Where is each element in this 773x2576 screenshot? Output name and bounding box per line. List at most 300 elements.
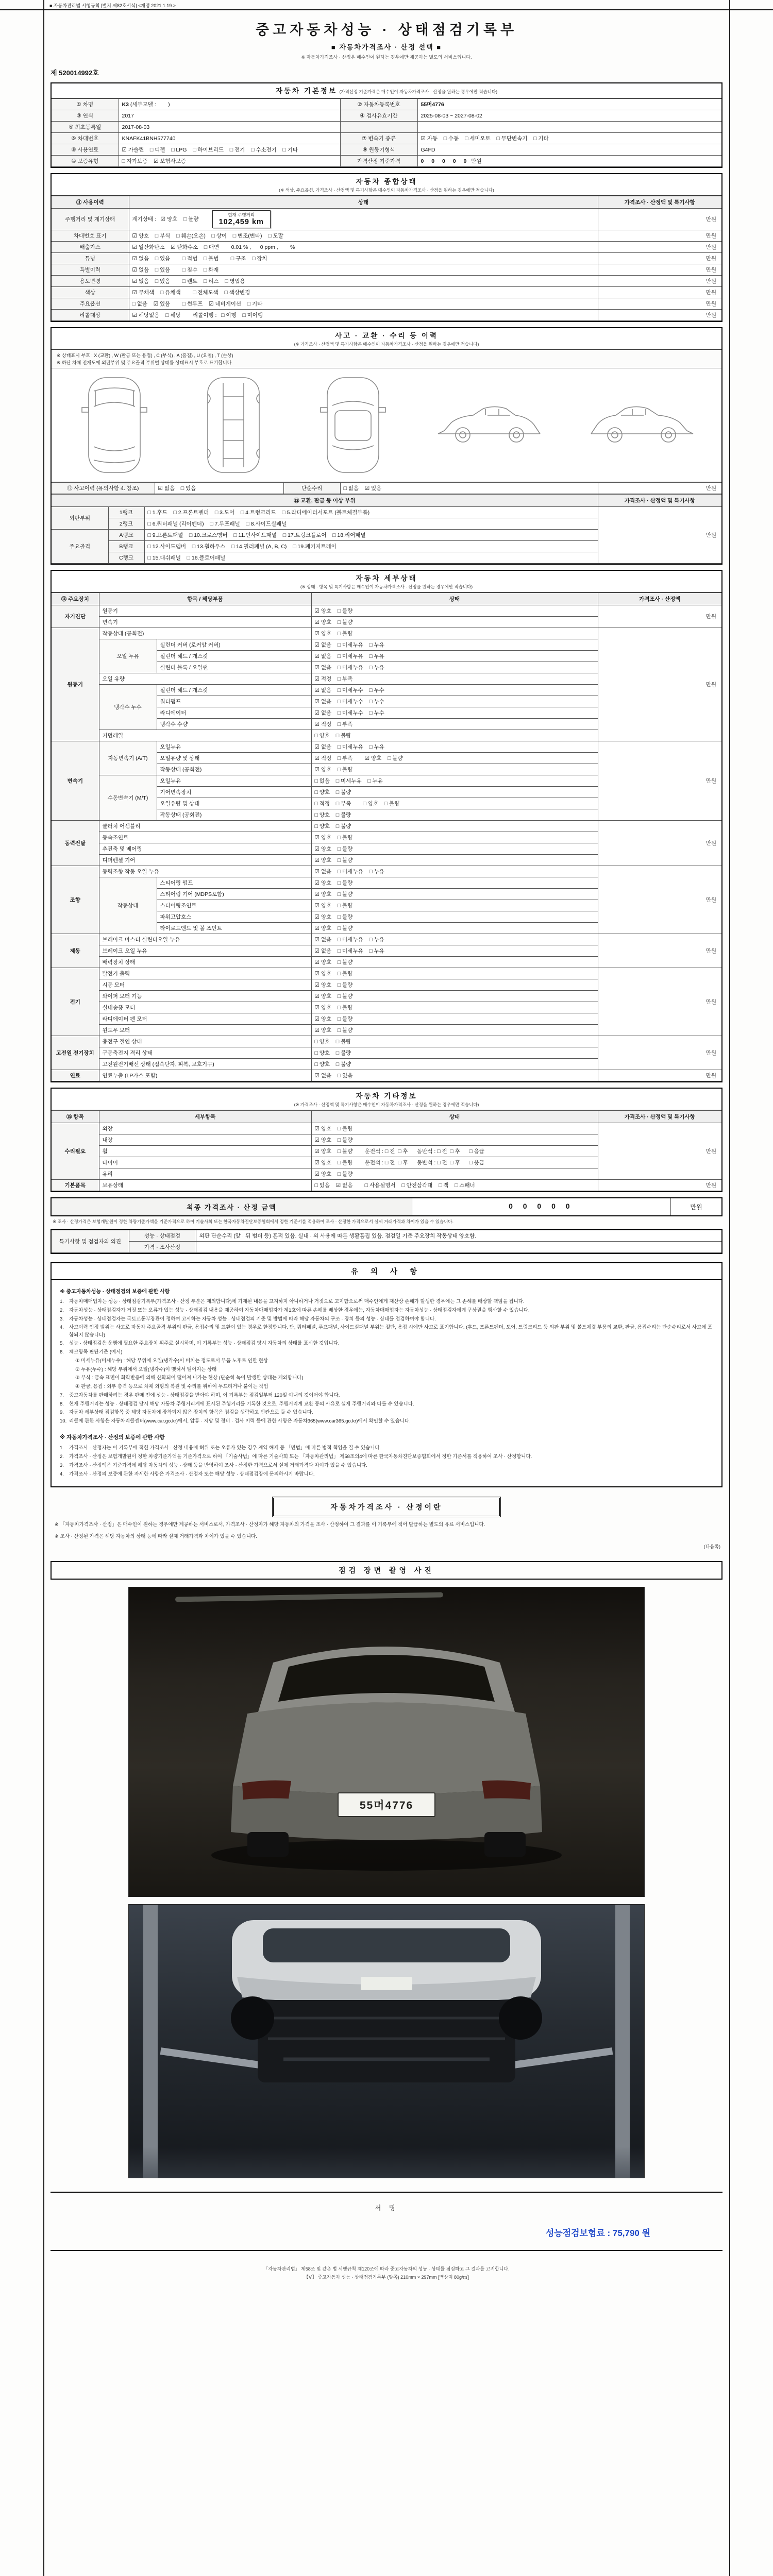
state-checkboxes[interactable]: □ 양호 □ 불량 (311, 1036, 598, 1047)
state-checkboxes[interactable]: ☑ 양호 □ 불량 (311, 979, 598, 991)
reg-no-value: 55머4776 (417, 99, 721, 110)
state-checkboxes[interactable]: ☑ 양호 □ 불량 운전석 : □ 전 □ 후 동반석 : □ 전 □ 후 □ 응급 (311, 1157, 598, 1168)
first-reg-label: ⑤ 최초등록일 (52, 122, 119, 133)
base-price-digits: 0 0 0 0 0 (421, 158, 470, 164)
car-underbody-diagram (195, 374, 272, 477)
state-checkboxes[interactable] (129, 242, 598, 253)
simple-repair-label: 단순수리 (283, 483, 340, 494)
car-side-right-view-diagram (434, 401, 545, 450)
notice-item (60, 1409, 713, 1416)
notice-item (60, 1366, 713, 1374)
state-checkboxes[interactable]: ☑ 양호 □ 불량 (311, 968, 598, 979)
device-label: 고전원 전기장치 (52, 1036, 99, 1070)
row-label: 리콜대상 (52, 310, 129, 321)
odometer-label: 현재 주행거리 (228, 212, 255, 217)
section-notice (51, 1262, 722, 1487)
item-label: 기어변속장치 (157, 787, 311, 798)
fuel-label: ⑧ 사용연료 (52, 144, 119, 156)
notice-item-number: 2. (60, 1454, 64, 1460)
item-label: 파워고압호스 (157, 911, 311, 923)
row-label: 차대번호 표기 (52, 230, 129, 242)
notice-item (60, 1471, 713, 1478)
state-checkboxes[interactable] (129, 287, 598, 298)
state-checkboxes[interactable]: ☑ 적정 □ 부족 (311, 719, 598, 730)
rank-label: C랭크 (108, 552, 144, 564)
warranty-type-label: ⑩ 보증유형 (52, 156, 119, 167)
etc-table (52, 1110, 721, 1191)
notice-item-number: 5. (60, 1341, 64, 1347)
state-checkboxes[interactable]: ☑ 양호 □ 불량 (311, 628, 598, 639)
odometer-value: 102,459 km (219, 218, 264, 226)
state-checkboxes[interactable] (129, 253, 598, 264)
etc-note: (※ 가격조사 · 산정액 및 특기사항은 매수인이 자동차가격조사 · 산정을 원하는 경우에만 적습니다) (294, 1102, 479, 1107)
state-text: ☑ 무채색 □ 유채색 □ 전체도색 □ 색상변경 (132, 290, 250, 296)
etc-col-item: 세부항목 (99, 1111, 311, 1123)
price-cell[interactable]: 만원 (598, 866, 721, 934)
history-title: 사고 · 교환 · 수리 등 이력 (335, 332, 438, 340)
state-checkboxes[interactable] (129, 209, 598, 230)
price-cell[interactable]: 만원 (598, 605, 721, 628)
state-checkboxes[interactable]: ☑ 없음 □ 미세누유 □ 누유 (311, 639, 598, 651)
overall-row (52, 310, 721, 321)
notice-item-number: 7. (60, 1392, 64, 1398)
notice-item-text: 자동차성능 · 상태점검자는 국토교통부장관이 정하여 고시하는 자동차 성능 · 상태점검의 기준 및 방법에 따라 해당 자동차의 구조 · 장치 등의 성능 · 상태를 점검하여야 합니다. (69, 1316, 436, 1322)
final-price-note: ※ 조사 · 산정가격은 보험개발원이 정한 차량기준가액을 기준가격으로 하여 기술사회 또는 한국자동차진단보증협회에서 정한 기준서를 적용하여 조사 · 산정한 가격으로서 실제 거래가격과 차이가 있을 수 있습니다. (53, 1219, 453, 1224)
overall-col-state: 상태 (129, 196, 598, 209)
panel-item-checkboxes[interactable]: □ 6.쿼터패널 (리어펜더) □ 7.루프패널 □ 8.사이드실패널 (144, 518, 598, 530)
item-label: 커먼레일 (99, 730, 311, 741)
notice-item (60, 1392, 713, 1399)
overall-row (52, 230, 721, 242)
panel-item-checkboxes[interactable]: □ 15.대쉬패널 □ 16.플로어패널 (144, 552, 598, 564)
base-price-value[interactable] (417, 156, 721, 167)
assurance-title: ※ 자동차가격조사 · 산정의 보증에 관한 사항 (60, 1434, 165, 1441)
state-checkboxes[interactable]: ☑ 양호 □ 불량 (311, 957, 598, 968)
opinion-table (52, 1230, 721, 1253)
notice-item-number: 2. (60, 1307, 64, 1313)
item-label: 원동기 (99, 605, 311, 617)
item-label: 타이로드엔드 및 볼 조인트 (157, 923, 311, 934)
exchange-title: ⑬ 교환, 판금 등 이상 부위 (52, 495, 598, 507)
item-label: 작동상태 (공회전) (157, 809, 311, 821)
notice-items (60, 1298, 713, 1425)
state-checkboxes[interactable] (129, 310, 598, 321)
item-label: 연료누출 (LP가스 포함) (99, 1070, 311, 1081)
exchange-row (52, 507, 721, 518)
notice-subtitle: ※ 중고자동차성능 · 상태점검의 보증에 관한 사항 (60, 1289, 170, 1295)
overall-row (52, 276, 721, 287)
notice-item-number: 8. (60, 1401, 64, 1407)
opinion-label: 특기사항 및 점검자의 의견 (52, 1230, 129, 1253)
state-text: 계기상태 : ☑ 양호 □ 불량 (132, 216, 199, 223)
notice-item (60, 1453, 713, 1461)
notice-item-text: 가격조사 · 산정의 보증에 관한 자세한 사항은 가격조사 · 산정자 또는 해당 성능 · 상태점검장에 문의하시기 바랍니다. (69, 1471, 315, 1477)
detail-band (52, 571, 721, 592)
item-label: 라디에이터 (157, 707, 311, 719)
condition-row (52, 1036, 721, 1047)
item-label: 실내송풍 모터 (99, 1002, 311, 1013)
notice-item-number: 10. (60, 1418, 67, 1424)
page-title: 중고자동차성능 · 상태점검기록부 (255, 22, 518, 38)
item-label: 실린더 헤드 / 개스킷 (157, 685, 311, 696)
lift-post-right (615, 1905, 630, 2178)
state-checkboxes[interactable]: ☑ 양호 □ 불량 (311, 1002, 598, 1013)
price-cell[interactable]: 만원 (598, 1180, 721, 1191)
basic-info-title: 자동차 기본정보 (275, 87, 338, 95)
car-side-left-view-diagram (586, 401, 697, 450)
notice-item-text: 자동차 세부상태 점검항목 중 해당 자동차에 장착되지 않은 장치의 항목은 점검을 생략하고 빈칸으로 둘 수 있습니다. (69, 1410, 313, 1416)
signature-area[interactable] (51, 2192, 722, 2251)
notice-title: 유 의 사 항 (52, 1263, 721, 1280)
panel-item-checkboxes[interactable]: □ 1.후드 □ 2.프론트펜더 □ 3.도어 □ 4.트렁크리드 □ 5.라디에이터서포트 (볼트체결부품) (144, 507, 598, 518)
notice-item-number: 6. (60, 1349, 64, 1355)
notice-item-number: 4. (60, 1325, 64, 1331)
item-label: 작동상태 (공회전) (157, 764, 311, 775)
price-cell[interactable]: 만원 (598, 287, 721, 298)
history-note: (※ 가격조사 · 산정액 및 특기사항은 매수인이 자동차가격조사 · 산정을 원하는 경우에만 적습니다) (294, 342, 479, 347)
price-cell[interactable]: 만원 (598, 934, 721, 968)
item-label: 스티어링 기어 (MDPS포함) (157, 889, 311, 900)
item-label: 라디에이터 팬 모터 (99, 1013, 311, 1025)
item-label: 오일유량 및 상태 (157, 798, 311, 809)
title-block (51, 19, 722, 60)
transmission-label: ⑦ 변속기 종류 (340, 133, 417, 144)
footer-line-1: 「자동차관리법」 제58조 및 같은 법 시행규칙 제120조에 따라 중고자동차의 성능 · 상태를 점검하고 그 결과를 고지합니다. (263, 2266, 510, 2272)
item-label: 추진축 및 베어링 (99, 843, 311, 855)
notice-item-number: 1. (60, 1299, 64, 1304)
scan-edge-left (43, 0, 44, 2576)
notice-item-text: 리콜에 관한 사항은 자동차리콜센터(www.car.go.kr)에서, 압류 · 저당 및 정비 · 검사 이력 등에 관한 사항은 자동차365(www.car365.go.kr)에서 확인할 수 있습니다. (69, 1418, 411, 1424)
state-checkboxes[interactable]: ☑ 양호 □ 불량 (311, 911, 598, 923)
notice-item (60, 1358, 713, 1365)
notice-item-number: 3. (60, 1462, 64, 1468)
state-checkboxes[interactable]: ☑ 없음 □ 미세누수 □ 누수 (311, 707, 598, 719)
condition-row (52, 741, 721, 753)
condition-row (52, 821, 721, 832)
overall-row (52, 242, 721, 253)
state-checkboxes[interactable]: ☑ 양호 □ 불량 (311, 832, 598, 843)
state-checkboxes[interactable]: ☑ 양호 □ 불량 (311, 1025, 598, 1036)
item-label: 외장 (99, 1123, 311, 1134)
car-submodel: (세부모델 : ) (130, 101, 170, 108)
state-checkboxes[interactable]: ☑ 양호 □ 불량 (311, 617, 598, 628)
condition-row (52, 934, 721, 945)
condition-row (52, 1180, 721, 1191)
etc-col-price: 가격조사 · 산정액 및 특기사항 (598, 1111, 721, 1123)
item-label: 와이퍼 모터 기능 (99, 991, 311, 1002)
overall-note: (※ 색상, 주요옵션, 가격조사 · 산정액 및 특기사항은 매수인이 자동차가격조사 · 산정을 원하는 경우에만 적습니다) (279, 188, 494, 193)
item-label: 워터펌프 (157, 696, 311, 707)
notice-item (60, 1401, 713, 1408)
overall-row (52, 209, 721, 230)
notice-item-text: ① 미세누유(미세누수) : 해당 부위에 오일(냉각수)이 비치는 정도로서 부품 노후로 인한 현상 (75, 1358, 268, 1364)
item-label: 발전기 출력 (99, 968, 311, 979)
item-label: 보유상태 (99, 1180, 311, 1191)
final-price-value[interactable]: 0 0 0 0 0 (509, 1202, 574, 1210)
state-checkboxes[interactable]: ☑ 없음 □ 미세누유 □ 누유 (311, 741, 598, 753)
section-etc-info (51, 1088, 722, 1192)
sub-group-label: 자동변속기 (A/T) (99, 741, 157, 775)
car-top-front-view-diagram (76, 374, 153, 477)
state-checkboxes[interactable]: ☑ 양호 □ 불량 (311, 1168, 598, 1180)
state-checkboxes[interactable]: ☑ 양호 □ 불량 (311, 843, 598, 855)
state-checkboxes[interactable]: ☑ 양호 □ 불량 (311, 991, 598, 1002)
panel-item-checkboxes[interactable]: □ 9.프론트패널 □ 10.크로스멤버 □ 11.인사이드패널 □ 17.트렁크플로어 □ 18.리어패널 (144, 530, 598, 541)
state-checkboxes[interactable]: □ 없음 □ 미세누유 □ 누유 (311, 775, 598, 787)
state-checkboxes[interactable]: □ 있음 ☑ 없음 □ 사용설명서 □ 안전삼각대 □ 잭 □ 스패너 (311, 1180, 598, 1191)
item-label: 윈도우 모터 (99, 1025, 311, 1036)
state-checkboxes[interactable]: ☑ 양호 □ 불량 (311, 889, 598, 900)
device-label: 연료 (52, 1070, 99, 1081)
device-label: 전기 (52, 968, 99, 1036)
overall-row (52, 298, 721, 310)
vin-label: ⑥ 차대번호 (52, 133, 119, 144)
engine-type-value: G4FD (417, 144, 721, 156)
device-label: 변속기 (52, 741, 99, 821)
notice-item (60, 1383, 713, 1391)
state-checkboxes[interactable]: □ 양호 □ 불량 (311, 821, 598, 832)
state-checkboxes[interactable]: ☑ 양호 □ 불량 (311, 764, 598, 775)
item-label: 오일누유 (157, 775, 311, 787)
panel-item-checkboxes[interactable]: □ 12.사이드멤버 □ 13.휠하우스 □ 14.필러패널 (A, B, C) □ 19.패키지트레이 (144, 541, 598, 552)
panel-group-label: 외판부위 (52, 507, 108, 530)
reg-no-label: ② 자동차등록번호 (340, 99, 417, 110)
rank-label: B랭크 (108, 541, 144, 552)
fuel-checkboxes[interactable]: ☑ 가솔린 □ 디젤 □ LPG □ 하이브리드 □ 전기 □ 수소전기 □ 기타 (119, 144, 340, 156)
state-checkboxes[interactable] (129, 230, 598, 242)
detail-col-device: ⑭ 주요장치 (52, 593, 99, 605)
section-accident-history (51, 327, 722, 565)
empty-cell (417, 122, 721, 133)
price-cell[interactable]: 만원 (598, 298, 721, 310)
underbody-car-illustration (222, 1915, 551, 2100)
inspection-insurance-fee: 성능점검보험료 : 75,790 원 (545, 2228, 650, 2238)
item-label: 스티어링조인트 (157, 900, 311, 911)
legend-line-1: ※ 상태표시 부호 : X (교환) , W (판금 또는 용접) , C (부식) , A (흠집) , U (요철) , T (손상) (57, 353, 233, 358)
condition-row (52, 628, 721, 639)
item-label: 등속조인트 (99, 832, 311, 843)
document (51, 12, 722, 2282)
notice-item (60, 1324, 713, 1339)
floor-reflection (129, 2147, 644, 2178)
final-price-label: 최종 가격조사 · 산정 금액 (52, 1198, 412, 1215)
next-page-mark: (다음쪽) (703, 1544, 720, 1549)
row-label: 주행거리 및 계기상태 (52, 209, 129, 230)
item-label: 브레이크 오일 누유 (99, 945, 311, 957)
accident-history-label: ⑫ 사고이력 (유의사항 4. 참조) (52, 483, 155, 494)
item-label: 클러치 어셈블리 (99, 821, 311, 832)
state-checkboxes[interactable]: ☑ 양호 □ 불량 (311, 900, 598, 911)
price-cell[interactable]: 만원 (598, 264, 721, 276)
row-label: 용도변경 (52, 276, 129, 287)
device-label: 수리필요 (52, 1123, 99, 1180)
state-mark-legend (52, 350, 721, 368)
notice-item (60, 1375, 713, 1382)
item-label: 오일 유량 (99, 673, 311, 685)
state-checkboxes[interactable]: □ 양호 □ 불량 (311, 787, 598, 798)
opinion-row-who: 성능 · 상태점검 (129, 1230, 196, 1242)
price-cell[interactable]: 만원 (598, 230, 721, 242)
price-cell[interactable]: 만원 (598, 253, 721, 264)
warranty-type-checkboxes[interactable]: □ 자가보증 ☑ 보험사보증 (119, 156, 340, 167)
inspection-period-label: ④ 검사유효기간 (340, 110, 417, 122)
item-label: 구동축전지 격리 상태 (99, 1047, 311, 1059)
state-checkboxes[interactable]: □ 양호 □ 불량 (311, 1047, 598, 1059)
row-label: 특별이력 (52, 264, 129, 276)
state-checkboxes[interactable]: ☑ 없음 □ 미세누유 □ 누유 (311, 662, 598, 673)
item-label: 배력장치 상태 (99, 957, 311, 968)
price-cell[interactable]: 만원 (598, 968, 721, 1036)
state-checkboxes[interactable]: ☑ 양호 □ 불량 (311, 1134, 598, 1146)
state-checkboxes[interactable]: ☑ 없음 □ 있음 (311, 1070, 598, 1081)
vin-value: KNAFK41BNH577740 (119, 133, 340, 144)
notice-item (60, 1418, 713, 1425)
inspection-photo-underbody (128, 1904, 645, 2178)
state-checkboxes[interactable]: ☑ 양호 □ 불량 (311, 855, 598, 866)
rear-car-illustration (186, 1613, 587, 1881)
etc-band (52, 1089, 721, 1110)
price-cell[interactable]: 만원 (598, 242, 721, 253)
notice-item-text: 자동차매매업자는 성능 · 상태점검기록부(가격조사 · 산정 부분은 제외합니다)에 기재된 내용을 고지하지 아니하거나 거짓으로 고지함으로써 매수인에게 재산상 손해가 발생한 경우에는 그 손해를 배상할 책임을 집니다. (69, 1299, 525, 1304)
device-label: 동력전달 (52, 821, 99, 866)
state-checkboxes[interactable]: ☑ 적정 □ 부족 ☑ 양호 □ 불량 (311, 753, 598, 764)
assurance-items (60, 1445, 713, 1478)
notice-item (60, 1307, 713, 1314)
state-checkboxes[interactable] (129, 264, 598, 276)
car-name: K3 (122, 101, 129, 108)
condition-row (52, 866, 721, 877)
state-checkboxes[interactable]: ☑ 없음 □ 미세누수 □ 누수 (311, 685, 598, 696)
state-checkboxes[interactable]: ☑ 양호 □ 불량 (311, 877, 598, 889)
base-price-unit: 만원 (471, 158, 482, 164)
definition-box-title: 자동차가격조사 · 산정이란 (272, 1497, 501, 1517)
rank-label: A랭크 (108, 530, 144, 541)
exchange-price-col: 가격조사 · 산정액 및 특기사항 (598, 495, 721, 507)
notice-item-number: 4. (60, 1471, 64, 1477)
etc-col-state: 상태 (311, 1111, 598, 1123)
price-cell[interactable]: 만원 (598, 1070, 721, 1081)
condition-row (52, 1123, 721, 1134)
state-checkboxes[interactable]: ☑ 없음 □ 미세누유 □ 누유 (311, 866, 598, 877)
state-checkboxes[interactable]: □ 양호 □ 불량 (311, 1059, 598, 1070)
price-cell[interactable]: 만원 (598, 821, 721, 866)
state-checkboxes[interactable]: □ 양호 □ 불량 (311, 809, 598, 821)
state-checkboxes[interactable]: □ 양호 □ 불량 (311, 730, 598, 741)
state-checkboxes[interactable]: ☑ 양호 □ 불량 운전석 : □ 전 □ 후 동반석 : □ 전 □ 후 □ 응급 (311, 1146, 598, 1157)
notice-item-number: 1. (60, 1445, 64, 1451)
ceiling-light (175, 1592, 443, 1602)
notice-item-text: 사고이력 인정 범위는 사고로 자동차 주요골격 부위의 판금, 용접수리 및 교환이 있는 경우로 한정합니다. 단, 쿼터패널, 루프패널, 사이드실패널 부위는 절단, 용접 시에만 사고로 표기합니다. (후드, 프론트펜더, 도어, 트렁크리드 등 외판 부위 및 볼트체결 부품의 교환, 판금, 용접수리는 단순수리로서 사고에 포함되지 않습니다) (69, 1325, 713, 1338)
state-checkboxes[interactable]: ☑ 양호 □ 불량 (311, 1123, 598, 1134)
notice-item-text: 중고자동차를 판매하려는 경우 판매 전에 성능 · 상태점검을 받아야 하며, 이 기록부는 점검일부터 120일 이내의 것이어야 합니다. (69, 1392, 340, 1398)
history-band (52, 328, 721, 350)
price-cell[interactable]: 만원 (598, 209, 721, 230)
opinion-row-text[interactable] (196, 1242, 721, 1253)
state-checkboxes[interactable]: □ 적정 □ 부족 □ 양호 □ 불량 (311, 798, 598, 809)
photo-section-title: 점검 장면 촬영 사진 (51, 1561, 722, 1580)
state-checkboxes[interactable]: ☑ 양호 □ 불량 (311, 1013, 598, 1025)
footer-line-2: 【Ⅴ】 중고자동차 성능 · 상태점검기록부 (앞쪽) 210mm × 297mm [백상지 80g/㎡] (304, 2274, 469, 2280)
item-label: 스티어링 펌프 (157, 877, 311, 889)
overall-row (52, 287, 721, 298)
row-label: 튜닝 (52, 253, 129, 264)
base-price-label: 가격산정 기준가격 (340, 156, 417, 167)
detail-table (52, 592, 721, 1081)
price-cell[interactable]: 만원 (598, 310, 721, 321)
price-cell[interactable]: 만원 (598, 741, 721, 821)
car-name-value (119, 99, 340, 110)
item-label: 휠 (99, 1146, 311, 1157)
notice-item (60, 1298, 713, 1306)
price-cell[interactable]: 만원 (598, 483, 721, 494)
price-cell[interactable]: 만원 (598, 507, 721, 564)
top-rule (0, 9, 773, 10)
notice-item-text: 자동차성능 · 상태점검자가 거짓 또는 오류가 있는 성능 · 상태점검 내용을 제공하여 자동차매매업자가 제1호에 따른 손해를 배상한 경우에는, 자동차매매업자는 자동차성능 · 상태점검자에게 구상권을 행사할 수 있습니다. (69, 1307, 530, 1313)
state-checkboxes[interactable] (129, 298, 598, 310)
device-label: 제동 (52, 934, 99, 968)
page-subnote: ※ 자동차가격조사 · 산정은 매수인이 원하는 경우에만 제공하는 별도의 서비스입니다. (301, 55, 472, 60)
item-label: 디퍼렌셜 기어 (99, 855, 311, 866)
notice-body (52, 1280, 721, 1486)
price-cell[interactable]: 만원 (598, 628, 721, 741)
state-checkboxes[interactable]: ☑ 없음 □ 미세누유 □ 누유 (311, 651, 598, 662)
definition-text-1: ※ 「자동차가격조사 · 산정」은 매수인이 원하는 경우에만 제공하는 서비스로서, 가격조사 · 산정자가 해당 자동차의 가격을 조사 · 산정하여 그 결과를 이 기록부에 적어 발급하는 별도의 유료 서비스입니다. (55, 1522, 485, 1528)
item-label: 냉각수 수량 (157, 719, 311, 730)
first-reg-value: 2017-08-03 (119, 122, 340, 133)
license-plate: 55머4776 (338, 1792, 435, 1817)
price-cell[interactable]: 만원 (598, 1036, 721, 1070)
notice-item-text: 성능 · 상태점검은 운행에 필요한 주요장치 위주로 실시하며, 이 기록부는 성능 · 상태점검 당시 자동차의 상태를 표시한 것입니다. (69, 1341, 340, 1347)
notice-item (60, 1316, 713, 1323)
state-checkboxes[interactable]: ☑ 없음 □ 미세누유 □ 누유 (311, 945, 598, 957)
accident-history-checkboxes[interactable]: ☑ 없음 □ 있음 (155, 483, 283, 494)
state-checkboxes[interactable] (129, 276, 598, 287)
state-checkboxes[interactable]: ☑ 없음 □ 미세누유 □ 누유 (311, 934, 598, 945)
notice-item-number: 3. (60, 1316, 64, 1322)
state-checkboxes[interactable]: ☑ 양호 □ 불량 (311, 605, 598, 617)
state-checkboxes[interactable]: ☑ 없음 □ 미세누수 □ 누수 (311, 696, 598, 707)
opinion-row-text[interactable]: 외판 단순수리 (앞 · 뒤 범퍼 등) 흔적 있음. 실내 · 외 사용에 따른 생활흠집 있음. 점검일 기준 주요장치 작동상태 양호함. (196, 1230, 721, 1242)
device-label: 조향 (52, 866, 99, 934)
overall-row (52, 253, 721, 264)
notice-item (60, 1340, 713, 1347)
price-cell[interactable]: 만원 (598, 276, 721, 287)
condition-row (52, 1070, 721, 1081)
item-label: 실린더 블록 / 오일팬 (157, 662, 311, 673)
condition-row (52, 605, 721, 617)
row-label: 색상 (52, 287, 129, 298)
condition-row (52, 968, 721, 979)
section-detail-condition (51, 570, 722, 1082)
state-checkboxes[interactable]: ☑ 적정 □ 부족 (311, 673, 598, 685)
item-label: 유리 (99, 1168, 311, 1180)
section-inspector-opinion (51, 1229, 722, 1254)
overall-col-item: ⑪ 사용이력 (52, 196, 129, 209)
transmission-checkboxes[interactable]: ☑ 자동 □ 수동 □ 세미오토 □ 무단변속기 □ 기타 (417, 133, 721, 144)
footer (51, 2265, 722, 2280)
price-cell[interactable]: 만원 (598, 1123, 721, 1180)
simple-repair-checkboxes[interactable]: □ 없음 ☑ 있음 (340, 483, 598, 494)
state-checkboxes[interactable]: ☑ 양호 □ 불량 (311, 923, 598, 934)
notice-item-text: 체크항목 판단기준 (예시) (69, 1349, 123, 1355)
model-year-label: ③ 연식 (52, 110, 119, 122)
notice-item-text: 가격조사 · 산정액은 기준가격에 해당 자동차의 성능 · 상태 등을 반영하여 조사 · 산정한 가격으로서 실제 거래가격과 차이가 있을 수 있습니다. (69, 1462, 367, 1468)
document-number: 제 520014992호 (51, 69, 99, 77)
notice-item-text: ④ 판금, 용접 : 외부 충격 등으로 차체 외형의 복원 및 수리를 위하여 두드리거나 붙이는 작업 (75, 1384, 268, 1389)
notice-item (60, 1462, 713, 1469)
row-label: 주요옵션 (52, 298, 129, 310)
empty-cell (340, 122, 417, 133)
